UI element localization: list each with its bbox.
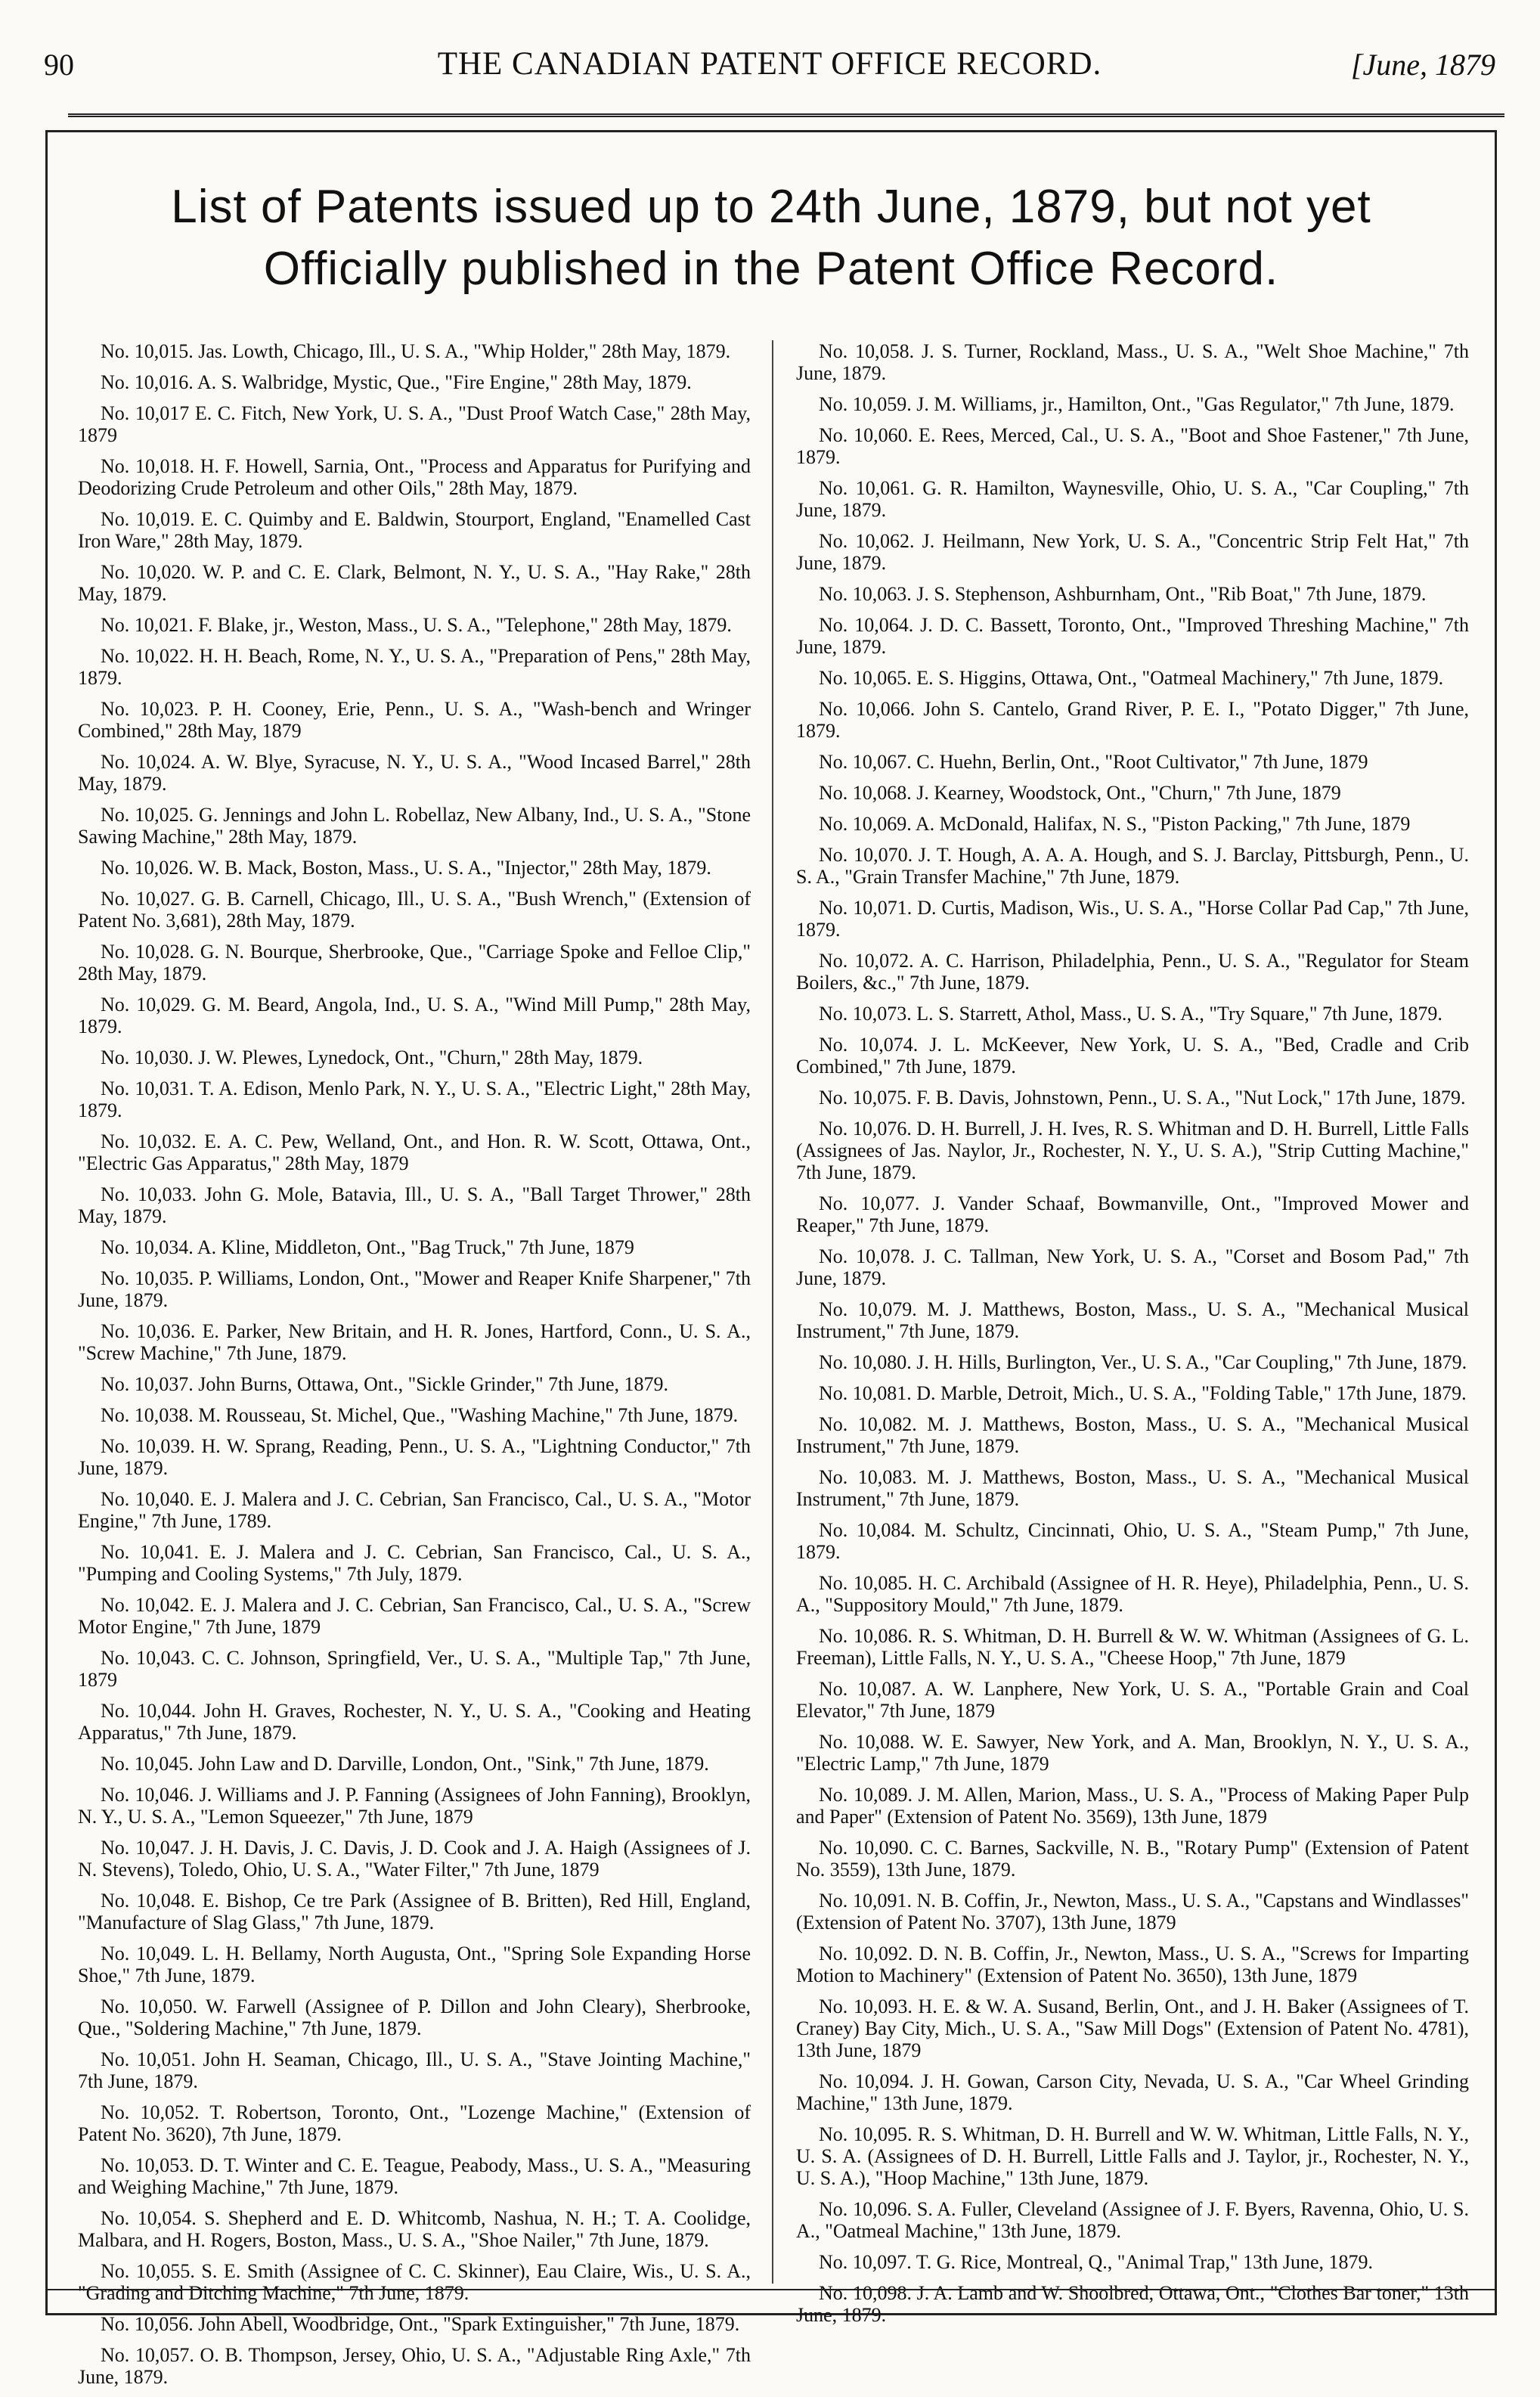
patent-entry: No. 10,016. A. S. Walbridge, Mystic, Que., "Fire Engine," 28th May, 1879. [101, 371, 692, 393]
patent-entry: No. 10,064. J. D. C. Bassett, Toronto, Ont., "Improved Threshing Machine," 7th June, 1879. [796, 614, 1469, 658]
patent-entry: No. 10,023. P. H. Cooney, Erie, Penn., U. S. A., "Wash-bench and Wringer Combined," 28th May, 1879 [78, 698, 751, 742]
patent-entry: No. 10,075. F. B. Davis, Johnstown, Penn., U. S. A., "Nut Lock," 17th June, 1879. [819, 1087, 1466, 1109]
patent-entry: No. 10,067. C. Huehn, Berlin, Ont., "Root Cultivator," 7th June, 1879 [819, 751, 1368, 773]
right-column [796, 340, 1469, 2335]
patent-entry: No. 10,087. A. W. Lanphere, New York, U. S. A., "Portable Grain and Coal Elevator," 7th June, 1879 [796, 1678, 1469, 1722]
patent-entry: No. 10,050. W. Farwell (Assignee of P. Dillon and John Cleary), Sherbrooke, Que., "Soldering Machine," 7th June, 1879. [78, 1995, 751, 2039]
patent-entry: No. 10,092. D. N. B. Coffin, Jr., Newton, Mass., U. S. A., "Screws for Imparting Motion to Machinery" (Extension of Patent No. 3650), 13th June, 1879 [796, 1943, 1469, 1986]
heading-line-1: List of Patents issued up to 24th June, 1879, but not yet [171, 181, 1371, 233]
patent-entry: No. 10,089. J. M. Allen, Marion, Mass., U. S. A., "Process of Making Paper Pulp and Paper" (Extension of Patent No. 3569), 13th June, 1879 [796, 1784, 1469, 1828]
patent-entry: No. 10,071. D. Curtis, Madison, Wis., U. S. A., "Horse Collar Pad Cap," 7th June, 1879. [796, 897, 1469, 941]
patent-entry: No. 10,094. J. H. Gowan, Carson City, Nevada, U. S. A., "Car Wheel Grinding Machine," 13th June, 1879. [796, 2070, 1469, 2114]
patent-entry: No. 10,060. E. Rees, Merced, Cal., U. S. A., "Boot and Shoe Fastener," 7th June, 1879. [796, 424, 1469, 468]
patent-entry: No. 10,049. L. H. Bellamy, North Augusta, Ont., "Spring Sole Expanding Horse Shoe," 7th June, 1879. [78, 1943, 751, 1986]
patent-entry: No. 10,031. T. A. Edison, Menlo Park, N. Y., U. S. A., "Electric Light," 28th May, 1879. [78, 1078, 751, 1121]
patent-entry: No. 10,047. J. H. Davis, J. C. Davis, J. D. Cook and J. A. Haigh (Assignees of J. N. Stevens), Toledo, Ohio, U. S. A., "Water Filter," 7th June, 1879 [78, 1837, 751, 1881]
patent-entry: No. 10,041. E. J. Malera and J. C. Cebrian, San Francisco, Cal., U. S. A., "Pumping and Cooling Systems," 7th July, 1879. [78, 1541, 751, 1585]
header-rule [68, 113, 1504, 117]
patent-entry: No. 10,053. D. T. Winter and C. E. Teague, Peabody, Mass., U. S. A., "Measuring and Weighing Machine," 7th June, 1879. [78, 2154, 751, 2198]
patent-entry: No. 10,015. Jas. Lowth, Chicago, Ill., U. S. A., "Whip Holder," 28th May, 1879. [101, 340, 731, 362]
left-column [78, 340, 751, 2397]
patent-entry: No. 10,059. J. M. Williams, jr., Hamilton, Ont., "Gas Regulator," 7th June, 1879. [819, 393, 1455, 415]
patent-entry: No. 10,090. C. C. Barnes, Sackville, N. B., "Rotary Pump" (Extension of Patent No. 3559), 13th June, 1879. [796, 1837, 1469, 1881]
patent-entry: No. 10,076. D. H. Burrell, J. H. Ives, R. S. Whitman and D. H. Burrell, Little Falls (Assignees of Jas. Naylor, Jr., Rochester, N. Y., U. S. A.), "Strip Cutting Machine," 7th June, 1879. [796, 1118, 1469, 1183]
patent-entry: No. 10,068. J. Kearney, Woodstock, Ont., "Churn," 7th June, 1879 [819, 782, 1341, 804]
patent-entry: No. 10,030. J. W. Plewes, Lynedock, Ont., "Churn," 28th May, 1879. [101, 1047, 643, 1068]
patent-entry: No. 10,020. W. P. and C. E. Clark, Belmont, N. Y., U. S. A., "Hay Rake," 28th May, 1879. [78, 561, 751, 605]
patent-entry: No. 10,080. J. H. Hills, Burlington, Ver., U. S. A., "Car Coupling," 7th June, 1879. [819, 1351, 1467, 1373]
patent-entry: No. 10,096. S. A. Fuller, Cleveland (Assignee of J. F. Byers, Ravenna, Ohio, U. S. A., "Oatmeal Machine," 13th June, 1879. [796, 2198, 1469, 2242]
heading-line-2: Officially published in the Patent Office Record. [263, 243, 1279, 295]
patent-entry: No. 10,065. E. S. Higgins, Ottawa, Ont., "Oatmeal Machinery," 7th June, 1879. [819, 667, 1444, 689]
patent-entry: No. 10,052. T. Robertson, Toronto, Ont., "Lozenge Machine," (Extension of Patent No. 3620), 7th June, 1879. [78, 2101, 751, 2145]
patent-entry: No. 10,088. W. E. Sawyer, New York, and A. Man, Brooklyn, N. Y., U. S. A., "Electric Lamp," 7th June, 1879 [796, 1731, 1469, 1775]
patent-entry: No. 10,095. R. S. Whitman, D. H. Burrell and W. W. Whitman, Little Falls, N. Y., U. S. A. (Assignees of D. H. Burrell, Little Falls and J. Taylor, jr., Rochester, N. Y., U. S. A.), "Hoop Machine," 13th June, 1879. [796, 2123, 1469, 2189]
patent-entry: No. 10,061. G. R. Hamilton, Waynesville, Ohio, U. S. A., "Car Coupling," 7th June, 1879. [796, 477, 1469, 521]
patent-entry: No. 10,056. John Abell, Woodbridge, Ont., "Spark Extinguisher," 7th June, 1879. [101, 2313, 740, 2335]
patent-entry: No. 10,079. M. J. Matthews, Boston, Mass., U. S. A., "Mechanical Musical Instrument," 7th June, 1879. [796, 1298, 1469, 1342]
column-divider [772, 340, 773, 2284]
patent-entry: No. 10,093. H. E. & W. A. Susand, Berlin, Ont., and J. H. Baker (Assignees of T. Craney) Bay City, Mich., U. S. A., "Saw Mill Dogs" (Extension of Patent No. 4781), 13th June, 1879 [796, 1995, 1469, 2061]
footer-rule [48, 2289, 1495, 2290]
patent-entry: No. 10,072. A. C. Harrison, Philadelphia, Penn., U. S. A., "Regulator for Steam Boilers, &c.," 7th June, 1879. [796, 950, 1469, 994]
patent-entry: No. 10,036. E. Parker, New Britain, and H. R. Jones, Hartford, Conn., U. S. A., "Screw Machine," 7th June, 1879. [78, 1320, 751, 1364]
patent-entry: No. 10,084. M. Schultz, Cincinnati, Ohio, U. S. A., "Steam Pump," 7th June, 1879. [796, 1519, 1469, 1563]
patent-entry: No. 10,019. E. C. Quimby and E. Baldwin, Stourport, England, "Enamelled Cast Iron Ware," 28th May, 1879. [78, 508, 751, 552]
patent-entry: No. 10,028. G. N. Bourque, Sherbrooke, Que., "Carriage Spoke and Felloe Clip," 28th May, 1879. [78, 941, 751, 985]
issue-date: [June, 1879 [1350, 48, 1495, 82]
patent-entry: No. 10,082. M. J. Matthews, Boston, Mass., U. S. A., "Mechanical Musical Instrument," 7th June, 1879. [796, 1413, 1469, 1457]
patent-entry: No. 10,022. H. H. Beach, Rome, N. Y., U. S. A., "Preparation of Pens," 28th May, 1879. [78, 645, 751, 689]
columns [78, 340, 1469, 2388]
patent-entry: No. 10,046. J. Williams and J. P. Fanning (Assignees of John Fanning), Brooklyn, N. Y., U. S. A., "Lemon Squeezer," 7th June, 1879 [78, 1784, 751, 1828]
patent-entry: No. 10,058. J. S. Turner, Rockland, Mass., U. S. A., "Welt Shoe Machine," 7th June, 1879. [796, 340, 1469, 384]
patent-entry: No. 10,051. John H. Seaman, Chicago, Ill., U. S. A., "Stave Jointing Machine," 7th June, 1879. [78, 2048, 751, 2092]
patent-entry: No. 10,048. E. Bishop, Ce tre Park (Assignee of B. Britten), Red Hill, England, "Manufacture of Slag Glass," 7th June, 1879. [78, 1890, 751, 1933]
patent-entry: No. 10,018. H. F. Howell, Sarnia, Ont., "Process and Apparatus for Purifying and Deodorizing Crude Petroleum and other Oils," 28th May, 1879. [78, 455, 751, 499]
page-number: 90 [44, 48, 74, 82]
patent-entry: No. 10,040. E. J. Malera and J. C. Cebrian, San Francisco, Cal., U. S. A., "Motor Engine," 7th June, 1789. [78, 1488, 751, 1532]
patent-entry: No. 10,077. J. Vander Schaaf, Bowmanville, Ont., "Improved Mower and Reaper," 7th June, 1879. [796, 1192, 1469, 1236]
patent-list-frame [45, 130, 1497, 2388]
patent-entry: No. 10,037. John Burns, Ottawa, Ont., "Sickle Grinder," 7th June, 1879. [101, 1373, 669, 1395]
patent-entry: No. 10,054. S. Shepherd and E. D. Whitcomb, Nashua, N. H.; T. A. Coolidge, Malbara, and H. Rogers, Boston, Mass., U. S. A., "Shoe Nailer," 7th June, 1879. [78, 2207, 751, 2251]
patent-entry: No. 10,025. G. Jennings and John L. Robellaz, New Albany, Ind., U. S. A., "Stone Sawing Machine," 28th May, 1879. [78, 804, 751, 848]
journal-title: THE CANADIAN PATENT OFFICE RECORD. [437, 46, 1102, 82]
patent-entry: No. 10,098. J. A. Lamb and W. Shoolbred, Ottawa, Ont., "Clothes Bar toner," 13th June, 1879. [796, 2282, 1469, 2326]
patent-entry: No. 10,085. H. C. Archibald (Assignee of H. R. Heye), Philadelphia, Penn., U. S. A., "Suppository Mould," 7th June, 1879. [796, 1572, 1469, 1616]
patent-entry: No. 10,042. E. J. Malera and J. C. Cebrian, San Francisco, Cal., U. S. A., "Screw Motor Engine," 7th June, 1879 [78, 1594, 751, 1638]
patent-entry: No. 10,070. J. T. Hough, A. A. A. Hough, and S. J. Barclay, Pittsburgh, Penn., U. S. A., "Grain Transfer Machine," 7th June, 1879. [796, 844, 1469, 888]
patent-entry: No. 10,057. O. B. Thompson, Jersey, Ohio, U. S. A., "Adjustable Ring Axle," 7th June, 1879. [78, 2344, 751, 2388]
patent-entry: No. 10,081. D. Marble, Detroit, Mich., U. S. A., "Folding Table," 17th June, 1879. [819, 1382, 1467, 1404]
patent-entry: No. 10,086. R. S. Whitman, D. H. Burrell & W. W. Whitman (Assignees of G. L. Freeman), Little Falls, N. Y., U. S. A., "Cheese Hoop," 7th June, 1879 [796, 1625, 1469, 1669]
patent-entry: No. 10,026. W. B. Mack, Boston, Mass., U. S. A., "Injector," 28th May, 1879. [101, 857, 711, 879]
patent-entry: No. 10,017 E. C. Fitch, New York, U. S. A., "Dust Proof Watch Case," 28th May, 1879 [78, 402, 751, 446]
patent-entry: No. 10,083. M. J. Matthews, Boston, Mass., U. S. A., "Mechanical Musical Instrument," 7th June, 1879. [796, 1466, 1469, 1510]
patent-entry: No. 10,069. A. McDonald, Halifax, N. S., "Piston Packing," 7th June, 1879 [819, 813, 1411, 835]
patent-entry: No. 10,091. N. B. Coffin, Jr., Newton, Mass., U. S. A., "Capstans and Windlasses" (Extension of Patent No. 3707), 13th June, 1879 [796, 1890, 1469, 1933]
patent-entry: No. 10,063. J. S. Stephenson, Ashburnham, Ont., "Rib Boat," 7th June, 1879. [819, 583, 1427, 605]
patent-entry: No. 10,097. T. G. Rice, Montreal, Q., "Animal Trap," 13th June, 1879. [819, 2251, 1374, 2273]
patent-entry: No. 10,021. F. Blake, jr., Weston, Mass., U. S. A., "Telephone," 28th May, 1879. [101, 614, 732, 636]
patent-entry: No. 10,024. A. W. Blye, Syracuse, N. Y., U. S. A., "Wood Incased Barrel," 28th May, 1879. [78, 751, 751, 795]
patent-entry: No. 10,044. John H. Graves, Rochester, N. Y., U. S. A., "Cooking and Heating Apparatus," 7th June, 1879. [78, 1700, 751, 1744]
running-head [44, 24, 1495, 92]
patent-entry: No. 10,078. J. C. Tallman, New York, U. S. A., "Corset and Bosom Pad," 7th June, 1879. [796, 1245, 1469, 1289]
patent-entry: No. 10,034. A. Kline, Middleton, Ont., "Bag Truck," 7th June, 1879 [101, 1236, 634, 1258]
patent-entry: No. 10,032. E. A. C. Pew, Welland, Ont., and Hon. R. W. Scott, Ottawa, Ont., "Electric Gas Apparatus," 28th May, 1879 [78, 1130, 751, 1174]
patent-entry: No. 10,066. John S. Cantelo, Grand River, P. E. I., "Potato Digger," 7th June, 1879. [796, 698, 1469, 742]
patent-entry: No. 10,074. J. L. McKeever, New York, U. S. A., "Bed, Cradle and Crib Combined," 7th June, 1879. [796, 1034, 1469, 1078]
patent-entry: No. 10,027. G. B. Carnell, Chicago, Ill., U. S. A., "Bush Wrench," (Extension of Patent No. 3,681), 28th May, 1879. [78, 888, 751, 932]
patent-entry: No. 10,033. John G. Mole, Batavia, Ill., U. S. A., "Ball Target Thrower," 28th May, 1879. [78, 1183, 751, 1227]
patent-entry: No. 10,035. P. Williams, London, Ont., "Mower and Reaper Knife Sharpener," 7th June, 1879. [78, 1267, 751, 1311]
patent-entry: No. 10,073. L. S. Starrett, Athol, Mass., U. S. A., "Try Square," 7th June, 1879. [819, 1003, 1442, 1025]
patent-entry: No. 10,029. G. M. Beard, Angola, Ind., U. S. A., "Wind Mill Pump," 28th May, 1879. [78, 994, 751, 1037]
patent-entry: No. 10,062. J. Heilmann, New York, U. S. A., "Concentric Strip Felt Hat," 7th June, 1879. [796, 530, 1469, 574]
list-heading [48, 176, 1495, 300]
patent-entry: No. 10,038. M. Rousseau, St. Michel, Que., "Washing Machine," 7th June, 1879. [101, 1404, 739, 1426]
patent-entry: No. 10,045. John Law and D. Darville, London, Ont., "Sink," 7th June, 1879. [101, 1753, 709, 1775]
patent-entry: No. 10,043. C. C. Johnson, Springfield, Ver., U. S. A., "Multiple Tap," 7th June, 1879 [78, 1647, 751, 1691]
patent-entry: No. 10,055. S. E. Smith (Assignee of C. C. Skinner), Eau Claire, Wis., U. S. A., "Grading and Ditching Machine," 7th June, 1879. [78, 2260, 751, 2304]
patent-entry: No. 10,039. H. W. Sprang, Reading, Penn., U. S. A., "Lightning Conductor," 7th June, 1879. [78, 1435, 751, 1479]
